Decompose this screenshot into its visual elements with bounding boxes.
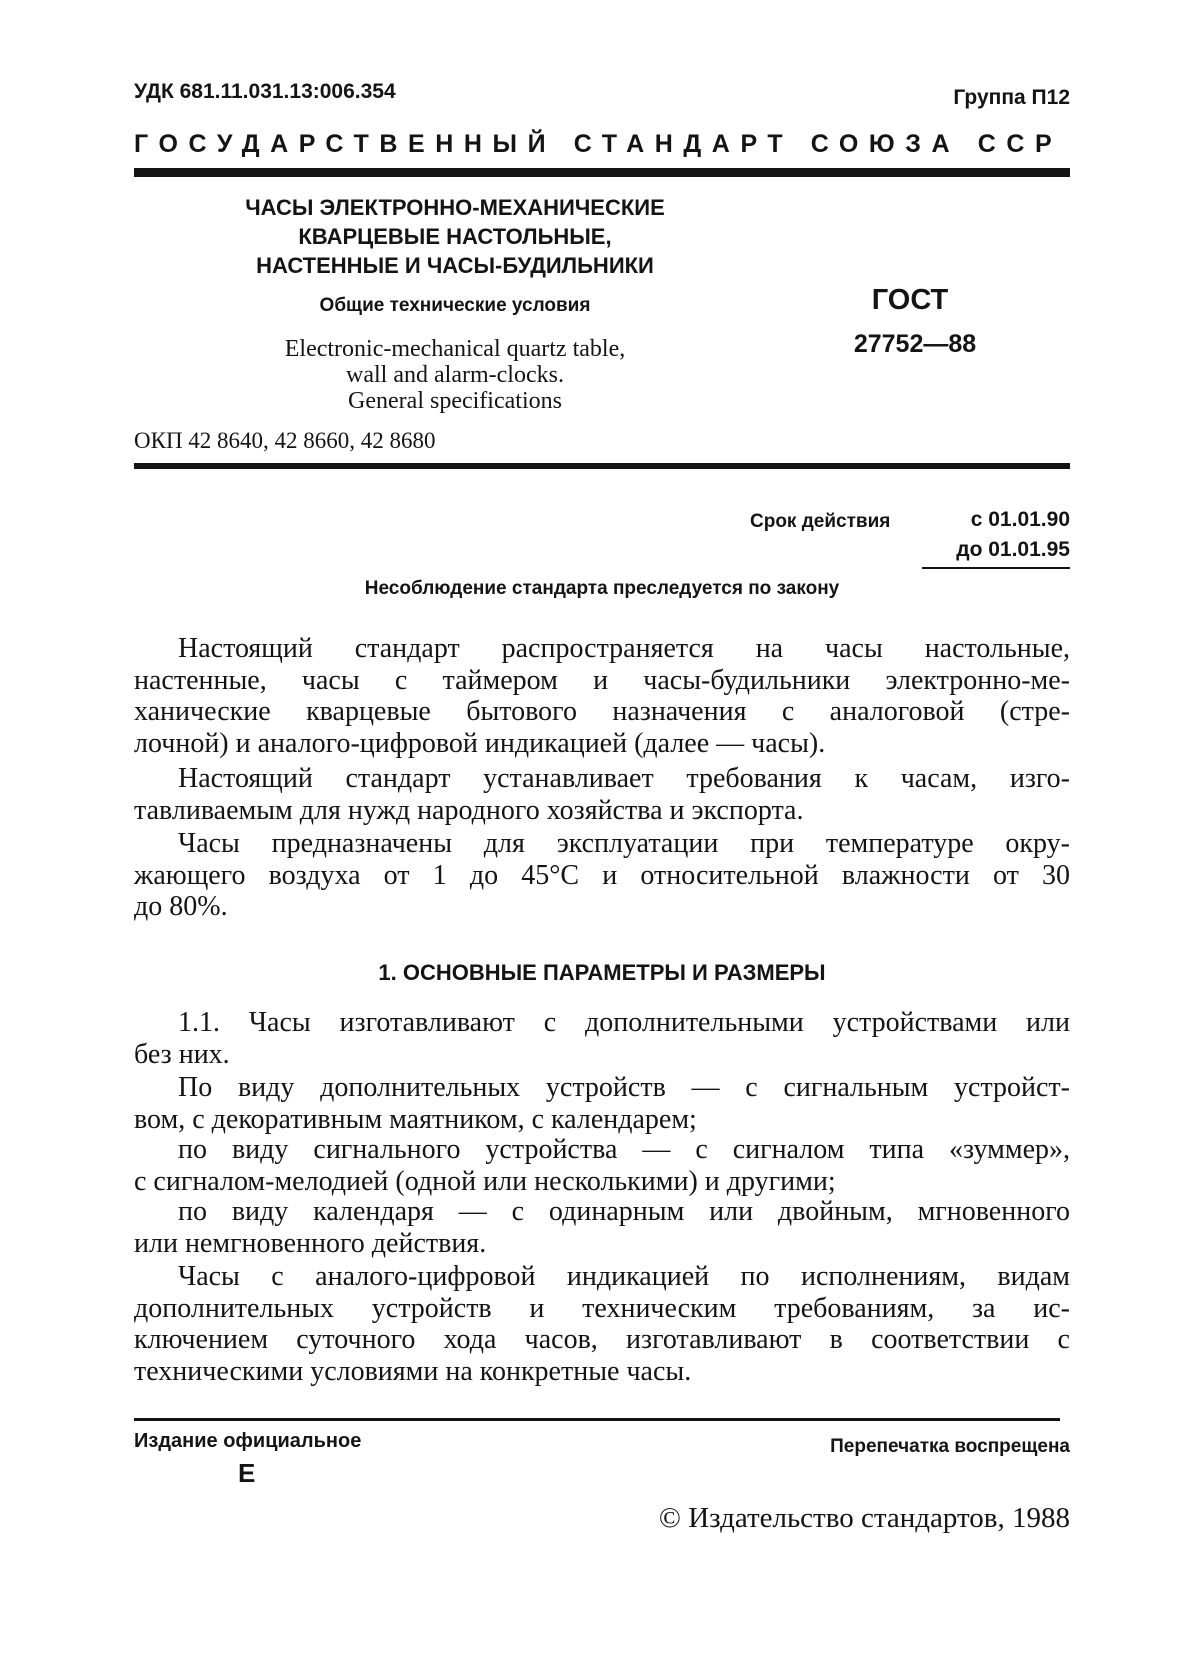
- intro-p1-line-3: ханические кварцевые бытового назначения с аналоговой (стре-: [134, 696, 1070, 727]
- validity-label: Срок действия: [750, 511, 891, 532]
- section-1-heading: 1. ОСНОВНЫЕ ПАРАМЕТРЫ И РАЗМЕРЫ: [378, 960, 826, 985]
- s1-p4-line-1: по виду календаря — с одинарным или двойным, мгновенного: [178, 1196, 1070, 1227]
- title-ru-line-1: ЧАСЫ ЭЛЕКТРОННО-МЕХАНИЧЕСКИЕ: [245, 195, 665, 220]
- intro-paragraph-3: [134, 828, 1070, 923]
- validity-to: до 01.01.95: [956, 538, 1070, 561]
- s1-p3-line-1: по виду сигнального устройства — с сигналом типа «зуммер»,: [178, 1134, 1070, 1165]
- section-1-paragraph-1: [134, 1007, 1070, 1070]
- official-edition: Издание официальное: [134, 1430, 362, 1452]
- validity-underline: [922, 567, 1070, 569]
- section-1-paragraph-4: [134, 1196, 1070, 1259]
- intro-p3-line-2: жающего воздуха от 1 до 45°С и относительной влажности от 30: [134, 859, 1070, 891]
- intro-paragraph-1: [134, 633, 1070, 759]
- top-thick-rule: [134, 168, 1070, 177]
- s1-p5-line-1: Часы с аналого-цифровой индикацией по исполнениям, видам: [178, 1261, 1070, 1292]
- intro-paragraph-2: [134, 763, 1070, 826]
- intro-p1-line-1: Настоящий стандарт распространяется на часы настольные,: [178, 633, 1070, 664]
- group-code: Группа П12: [953, 86, 1070, 109]
- intro-p2-line-1: Настоящий стандарт устанавливает требования к часам, изго-: [178, 763, 1070, 794]
- s1-p3-line-2: с сигналом-мелодией (одной или несколькими) и другими;: [134, 1165, 836, 1197]
- title-en-line-1: Electronic-mechanical quartz table,: [284, 336, 626, 362]
- reprint-prohibited: Перепечатка воспрещена: [830, 1436, 1070, 1457]
- gost-number: 27752—88: [853, 330, 977, 358]
- okp-codes: ОКП 42 8640, 42 8660, 42 8680: [134, 428, 436, 453]
- title-en-line-2: wall and alarm-clocks.: [346, 362, 564, 388]
- s1-p1-line-1: 1.1. Часы изготавливают с дополнительными устройствами или: [178, 1007, 1070, 1038]
- section-1-paragraph-5: [134, 1261, 1070, 1387]
- s1-p4-line-2: или немгновенного действия.: [134, 1227, 487, 1259]
- subtitle: Общие технические условия: [319, 295, 591, 316]
- footer-rule: [134, 1418, 1060, 1421]
- section-1-paragraph-2: [134, 1072, 1070, 1135]
- title-ru-line-3: НАСТЕННЫЕ И ЧАСЫ-БУДИЛЬНИКИ: [256, 253, 654, 278]
- edition-letter: Е: [238, 1458, 256, 1488]
- gost-label: ГОСТ: [871, 284, 949, 316]
- intro-p3-line-3: до 80%.: [134, 891, 228, 922]
- intro-p3-line-1: Часы предназначены для эксплуатации при температуре окру-: [178, 828, 1070, 859]
- intro-p2-line-2: тавливаемым для нужд народного хозяйства и экспорта.: [134, 794, 804, 826]
- state-standard-banner: ГОСУДАРСТВЕННЫЙ СТАНДАРТ СОЮЗА ССР: [134, 130, 1063, 158]
- s1-p5-line-2: дополнительных устройств и техническим требованиям, за ис-: [134, 1292, 1070, 1324]
- s1-p2-line-1: По виду дополнительных устройств — с сигнальным устройст-: [178, 1072, 1070, 1103]
- s1-p5-line-3: ключением суточного хода часов, изготавливают в соответствии с: [134, 1324, 1070, 1355]
- validity-from: с 01.01.90: [970, 508, 1070, 531]
- title-en: [175, 336, 735, 414]
- s1-p2-line-2: вом, с декоративным маятником, с календарем;: [134, 1103, 697, 1135]
- s1-p1-line-2: без них.: [134, 1038, 230, 1070]
- title-ru: [175, 193, 735, 280]
- section-1-paragraph-3: [134, 1134, 1070, 1197]
- s1-p5-line-4: техническими условиями на конкретные часы.: [134, 1355, 692, 1387]
- intro-p1-line-2: настенные, часы с таймером и часы-будильники электронно-ме-: [134, 664, 1070, 696]
- title-en-line-3: General specifications: [348, 388, 562, 414]
- legal-notice: Несоблюдение стандарта преследуется по закону: [364, 578, 840, 599]
- intro-p1-line-4: лочной) и аналого-цифровой индикацией (далее — часы).: [134, 727, 826, 759]
- title-ru-line-2: КВАРЦЕВЫЕ НАСТОЛЬНЫЕ,: [298, 224, 612, 249]
- copyright: © Издательство стандартов, 1988: [658, 1502, 1070, 1534]
- title-bottom-rule: [134, 463, 1070, 469]
- udk-code: УДК 681.11.031.13:006.354: [134, 80, 396, 103]
